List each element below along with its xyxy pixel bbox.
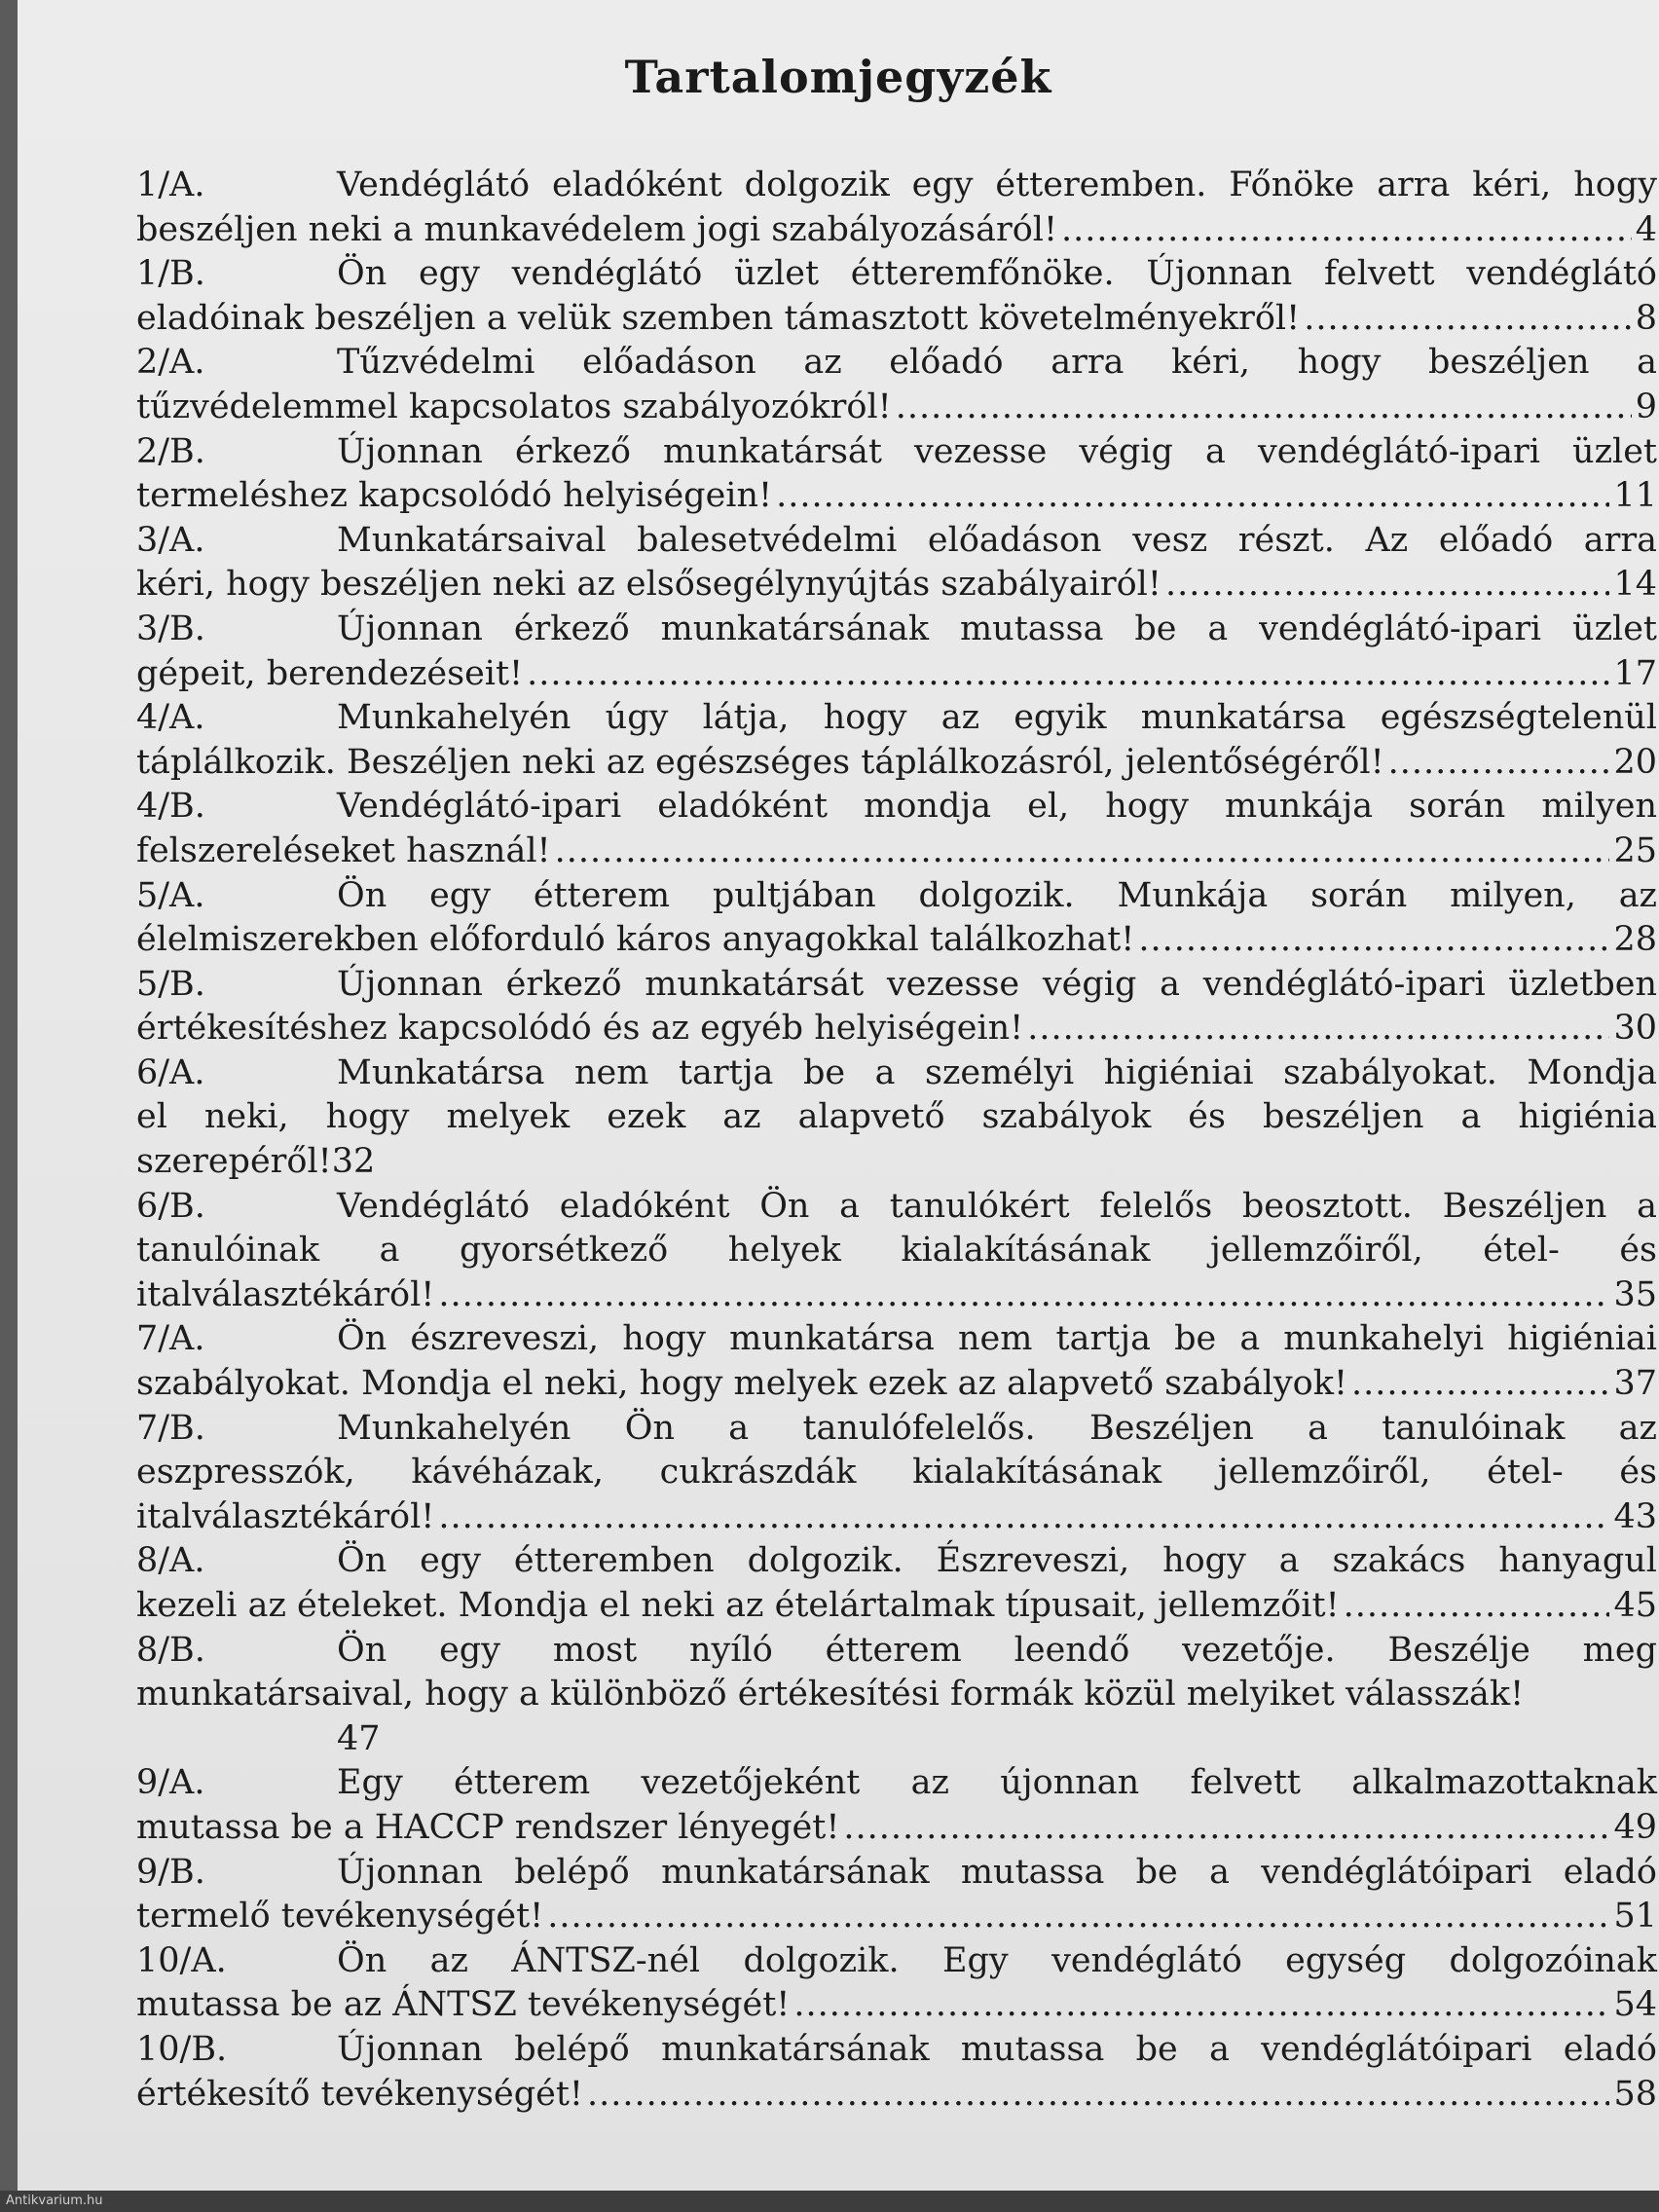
entry-title-line: eladóinak beszéljen a velük szemben támasztott követelményekről!	[136, 298, 1301, 338]
entry-title-line: Újonnan belépő munkatársának mutassa be a vendéglátóipari eladó	[337, 1852, 1657, 1892]
entry-title-line: értékesítéshez kapcsolódó és az egyéb helyiségein!	[136, 1009, 1024, 1049]
entry-title-line: szerepéről!	[136, 1142, 332, 1182]
dot-leader	[438, 1273, 1609, 1318]
entry-title-line: értékesítő tevékenységét!	[136, 2074, 583, 2114]
entry-title-line: eszpresszók, kávéházak, cukrászdák kialakításának jellemzőiről, étel- és	[136, 1453, 1657, 1493]
entry-page-number: 28	[1613, 920, 1657, 960]
dot-leader	[776, 474, 1609, 519]
dot-leader	[555, 830, 1610, 874]
dot-leader	[1304, 297, 1632, 342]
entry-page-number: 25	[1613, 830, 1657, 870]
entry-page-number: 14	[1613, 565, 1657, 605]
toc-entry	[136, 963, 1657, 1051]
toc-entry	[136, 1051, 1657, 1185]
entry-title-line: Ön egy vendéglátó üzlet étteremfőnöke. Újonnan felvett vendéglátó	[337, 254, 1657, 294]
entry-page-number: 35	[1613, 1274, 1657, 1314]
toc-entry	[136, 252, 1657, 341]
entry-number: 1/A.	[136, 166, 205, 204]
entry-title-line: felszereléseket használ!	[136, 830, 551, 870]
entry-number: 2/B.	[136, 431, 205, 471]
entry-page-number: 51	[1613, 1897, 1657, 1936]
entry-title-line: Újonnan érkező munkatársának mutassa be a vendéglátó-ipari üzlet	[337, 608, 1657, 648]
toc-entry	[136, 1939, 1657, 2028]
entry-page-number: 9	[1635, 387, 1657, 426]
dot-leader	[1351, 1362, 1609, 1407]
entry-title-line: Ön az ÁNTSZ-nél dolgozik. Egy vendéglátó egység dolgozóinak	[337, 1940, 1657, 1980]
entry-title-line: Egy étterem vezetőjeként az újonnan felvett alkalmazottaknak	[337, 1763, 1657, 1803]
toc-entry	[136, 519, 1657, 608]
entry-title-line: italválasztékáról!	[136, 1496, 435, 1536]
entry-number: 7/A.	[136, 1319, 205, 1359]
entry-title-line: Ön észreveszi, hogy munkatársa nem tartja be a munkahelyi higiéniai	[337, 1319, 1657, 1359]
toc-entry	[136, 341, 1657, 429]
entry-title-line: mutassa be a HACCP rendszer lényegét!	[136, 1807, 840, 1847]
dot-leader	[1027, 1007, 1609, 1051]
entry-title-line: Munkatársa nem tartja be a személyi higiéniai szabályokat. Mondja	[337, 1052, 1657, 1092]
dot-leader	[438, 1495, 1609, 1540]
entry-number: 9/B.	[136, 1852, 205, 1892]
entry-title-line: Munkahelyén úgy látja, hogy az egyik munkatársa egészségtelenül	[337, 698, 1657, 738]
entry-number: 10/A.	[136, 1940, 227, 1980]
entry-title-line: szabályokat. Mondja el neki, hogy melyek ezek az alapvető szabályok!	[136, 1364, 1348, 1404]
entry-page-number: 43	[1613, 1496, 1657, 1536]
dot-leader	[547, 1895, 1609, 1939]
toc-entry	[136, 1851, 1657, 1939]
toc-entry	[136, 1629, 1657, 1762]
entry-page-number: 32	[331, 1142, 376, 1182]
entry-number: 3/B.	[136, 608, 205, 648]
toc-entry	[136, 2028, 1657, 2117]
entry-number: 5/A.	[136, 875, 205, 915]
entry-title-line: élelmiszerekben előforduló káros anyagokkal találkozhat!	[136, 920, 1135, 960]
entry-title-line: Újonnan érkező munkatársát vezesse végig a vendéglátó-ipari üzlet	[337, 431, 1657, 471]
entry-number: 4/A.	[136, 698, 205, 738]
entry-number: 8/A.	[136, 1541, 205, 1581]
dot-leader	[793, 1983, 1609, 2028]
entry-number: 8/B.	[136, 1630, 205, 1670]
entry-number: 4/B.	[136, 787, 205, 827]
entry-page-number: 37	[1613, 1364, 1657, 1404]
dot-leader	[587, 2073, 1609, 2118]
dot-leader	[1061, 208, 1632, 253]
entry-page-number: 4	[1635, 209, 1657, 249]
entry-title-line: Ön egy most nyíló étterem leendő vezetője. Beszélje meg	[337, 1630, 1657, 1670]
entry-title-line: Vendéglátó eladóként dolgozik egy étteremben. Főnöke arra kéri, hogy	[337, 166, 1657, 204]
table-of-contents	[136, 164, 1657, 2117]
entry-title-line: el neki, hogy melyek ezek az alapvető szabályok és beszéljen a higiénia	[136, 1097, 1657, 1137]
page-title: Tartalomjegyzék	[624, 51, 1052, 103]
entry-number: 3/A.	[136, 520, 205, 560]
document-page	[18, 0, 1659, 2191]
entry-title-line: italválasztékáról!	[136, 1274, 435, 1314]
entry-title-line: gépeit, berendezéseit!	[136, 653, 524, 693]
entry-number: 7/B.	[136, 1408, 205, 1448]
watermark-footer: Antikvarium.hu	[0, 2191, 1659, 2212]
toc-entry	[136, 430, 1657, 519]
entry-page-number: 49	[1613, 1807, 1657, 1847]
toc-entry	[136, 1761, 1657, 1850]
entry-title-line: Tűzvédelmi előadáson az előadó arra kéri, hogy beszéljen a	[337, 343, 1657, 383]
toc-entry	[136, 1407, 1657, 1540]
entry-page-number: 20	[1613, 742, 1657, 782]
entry-title-line: Munkatársaival balesetvédelmi előadáson vesz részt. Az előadó arra	[337, 520, 1657, 560]
entry-number: 10/B.	[136, 2029, 228, 2069]
dot-leader	[1165, 563, 1610, 608]
entry-title-line: táplálkozik. Beszéljen neki az egészséges táplálkozásról, jelentőségéről!	[136, 742, 1384, 782]
entry-number: 5/B.	[136, 964, 205, 1004]
entry-page-number: 45	[1613, 1586, 1657, 1625]
dot-leader	[1388, 741, 1610, 786]
entry-page-number: 17	[1613, 653, 1657, 693]
entry-number: 2/A.	[136, 343, 205, 383]
entry-number: 6/A.	[136, 1052, 205, 1092]
entry-title-line: Munkahelyén Ön a tanulófelelős. Beszéljen a tanulóinak az	[337, 1408, 1657, 1448]
entry-title-line: munkatársaival, hogy a különböző értékesítési formák közül melyiket válasszák!	[136, 1675, 1525, 1714]
toc-entry	[136, 1539, 1657, 1628]
entry-title-line: Vendéglátó-ipari eladóként mondja el, hogy munkája során milyen	[337, 787, 1657, 827]
toc-entry	[136, 874, 1657, 963]
toc-entry	[136, 164, 1657, 252]
dot-leader	[896, 386, 1632, 430]
entry-title-line: tanulóinak a gyorsétkező helyek kialakításának jellemzőiről, étel- és	[136, 1231, 1657, 1271]
entry-title-line: beszéljen neki a munkavédelem jogi szabályozásáról!	[136, 209, 1058, 249]
entry-title-line: Újonnan érkező munkatársát vezesse végig a vendéglátó-ipari üzletben	[337, 964, 1657, 1004]
entry-page-number: 54	[1613, 1985, 1657, 2025]
entry-page-number: 8	[1635, 298, 1657, 338]
entry-title-line: Ön egy étterem pultjában dolgozik. Munkája során milyen, az	[337, 875, 1657, 915]
dot-leader	[843, 1806, 1609, 1851]
dot-leader	[1344, 1584, 1610, 1629]
entry-title-line: Ön egy étteremben dolgozik. Észreveszi, hogy a szakács hanyagul	[337, 1541, 1657, 1581]
entry-page-number: 11	[1613, 476, 1657, 516]
toc-entry	[136, 696, 1657, 785]
entry-title-line: Újonnan belépő munkatársának mutassa be a vendéglátóipari eladó	[337, 2029, 1657, 2069]
entry-title-line: termeléshez kapcsolódó helyiségein!	[136, 476, 773, 516]
toc-entry	[136, 608, 1657, 696]
toc-entry	[136, 1185, 1657, 1318]
entry-title-line: termelő tevékenységét!	[136, 1897, 544, 1936]
entry-number: 9/A.	[136, 1763, 205, 1803]
entry-title-line: kezeli az ételeket. Mondja el neki az ételártalmak típusait, jellemzőit!	[136, 1586, 1340, 1625]
entry-page-number: 30	[1613, 1009, 1657, 1049]
entry-number: 1/B.	[136, 254, 205, 294]
dot-leader	[1138, 918, 1609, 963]
entry-title-line: kéri, hogy beszéljen neki az elsősegélynyújtás szabályairól!	[136, 565, 1161, 605]
entry-page-number: 47	[337, 1718, 381, 1758]
dot-leader	[527, 652, 1609, 697]
entry-title-line: Vendéglátó eladóként Ön a tanulókért felelős beosztott. Beszéljen a	[337, 1186, 1657, 1226]
toc-entry	[136, 785, 1657, 873]
toc-entry	[136, 1317, 1657, 1406]
entry-number: 6/B.	[136, 1186, 205, 1226]
entry-page-number: 58	[1613, 2074, 1657, 2114]
entry-title-line: tűzvédelemmel kapcsolatos szabályozókról!	[136, 387, 892, 426]
entry-title-line: mutassa be az ÁNTSZ tevékenységét!	[136, 1985, 791, 2025]
